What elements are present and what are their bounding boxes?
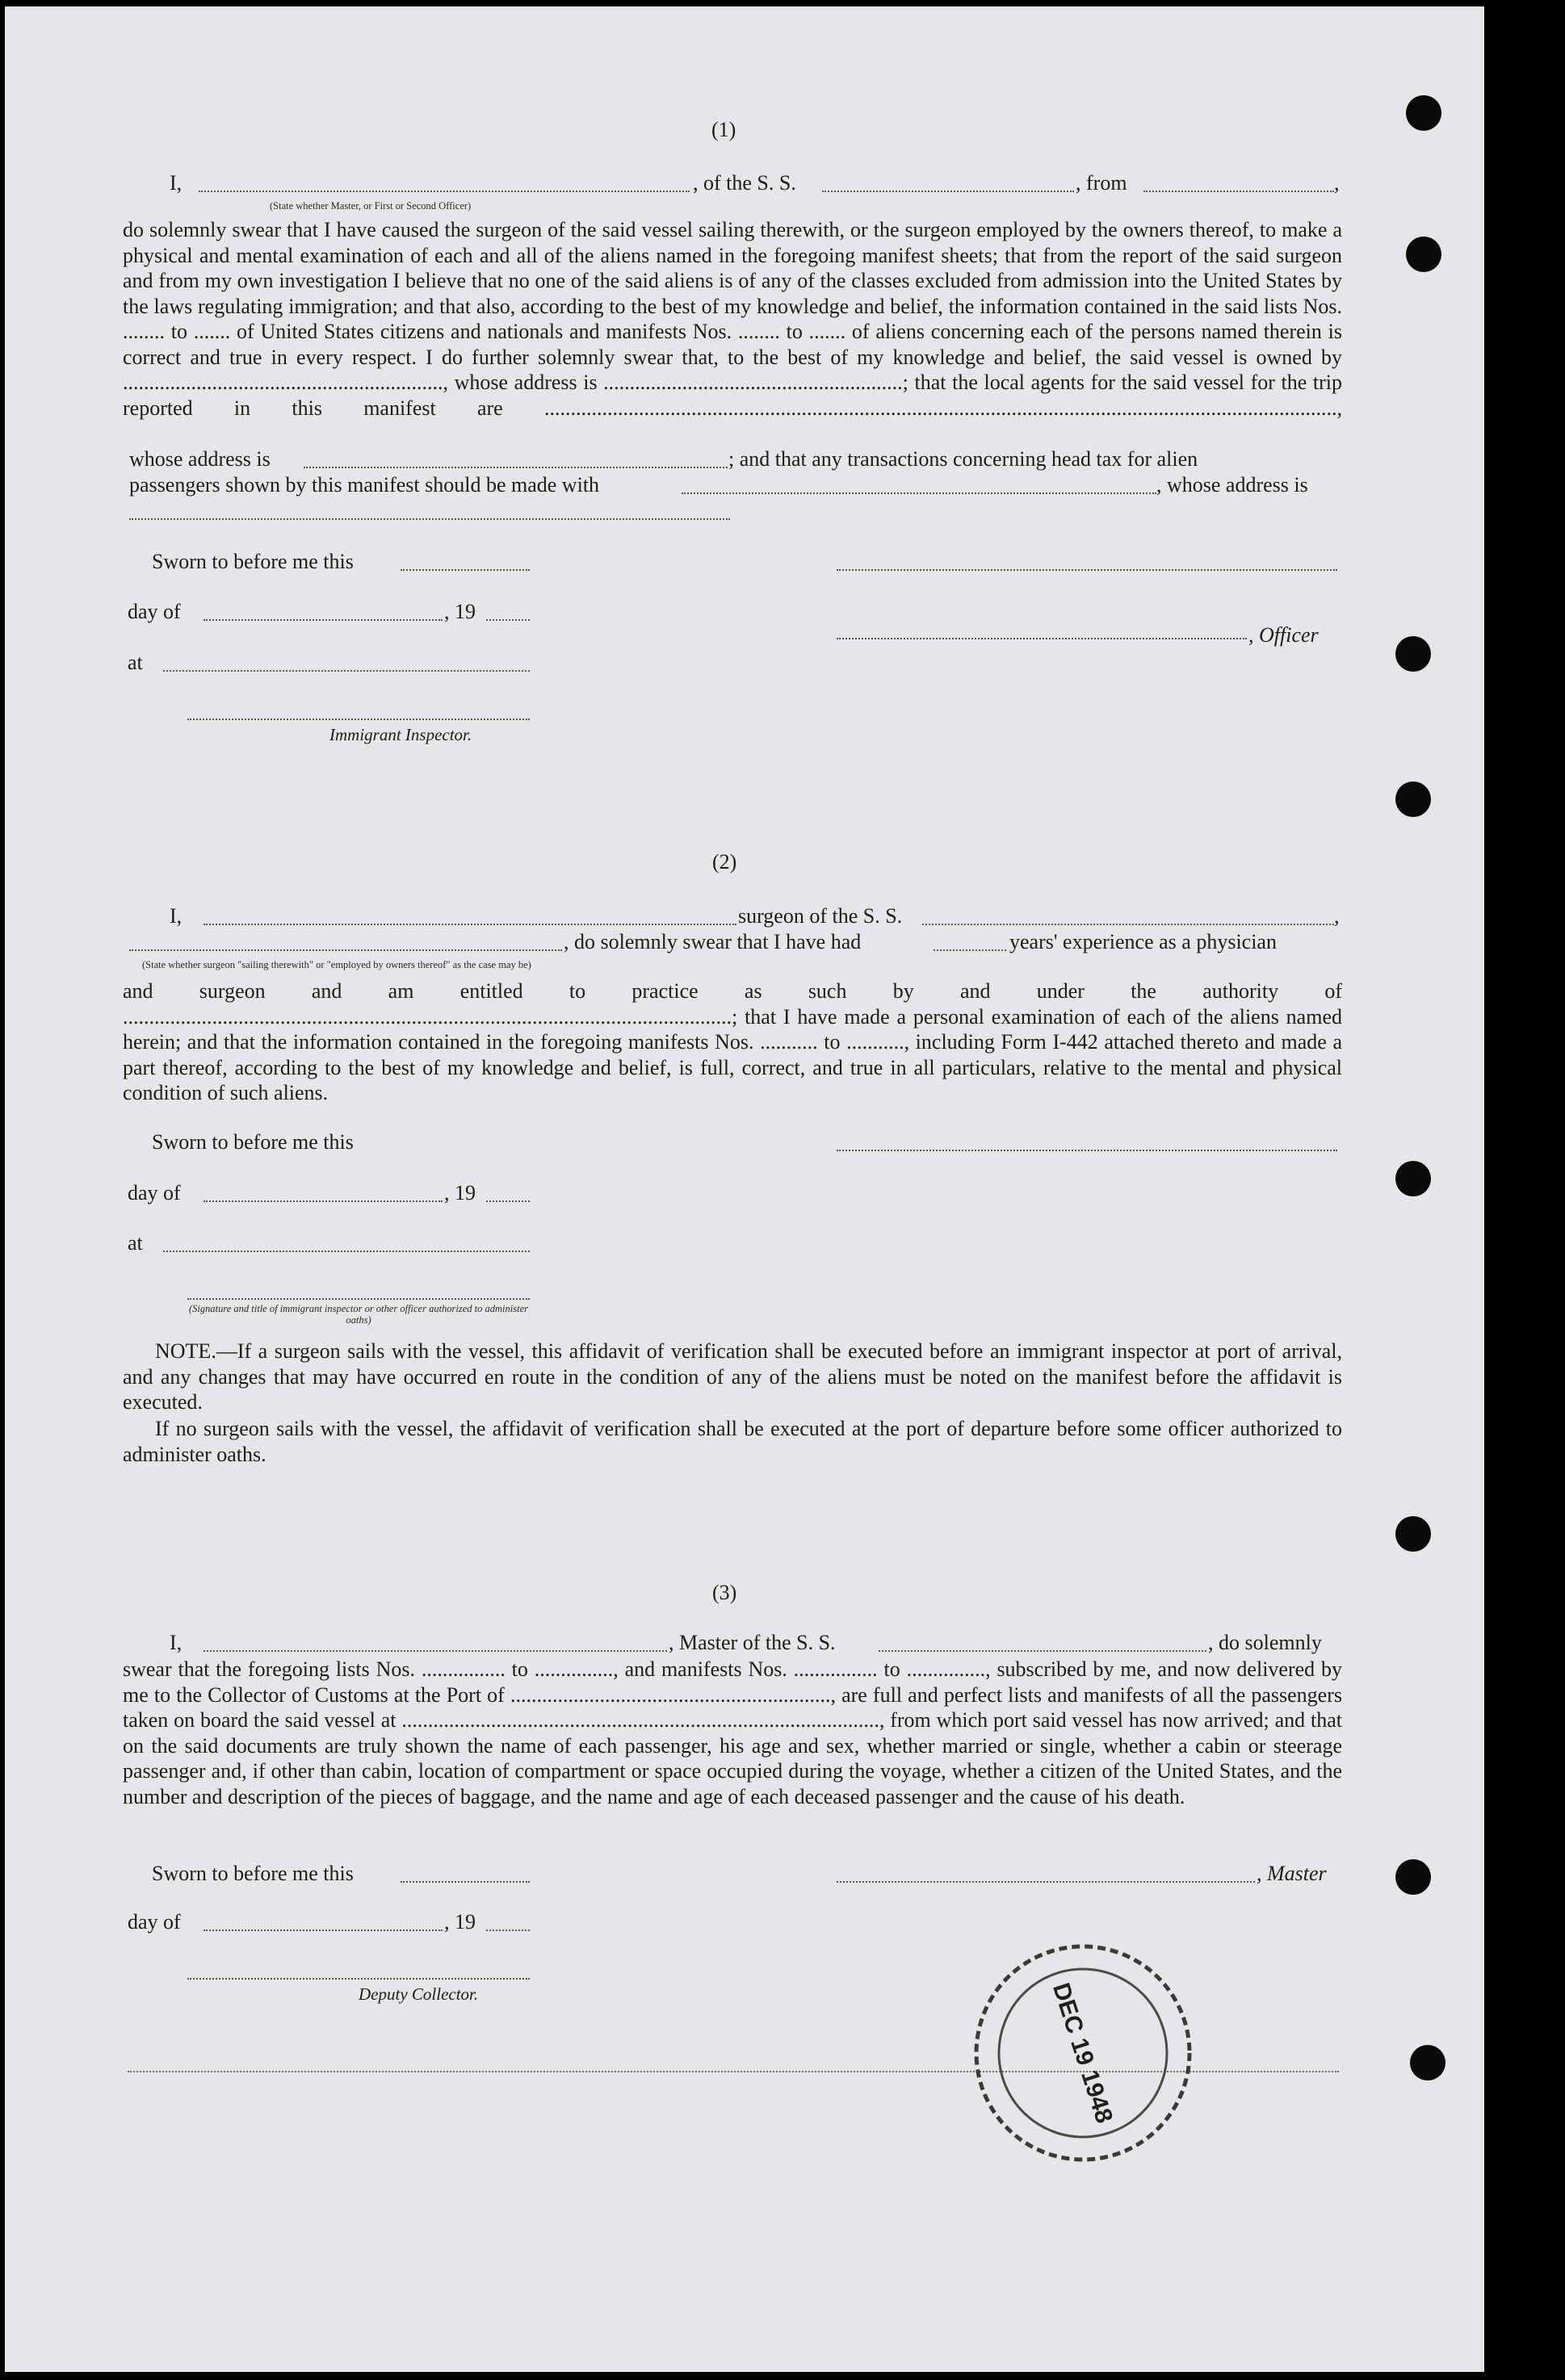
month-field[interactable]: [203, 1200, 443, 1202]
line-from: , from: [1076, 171, 1127, 195]
punch-hole: [1410, 2045, 1445, 2080]
section-number: (1): [711, 118, 736, 141]
day-of-label: day of: [128, 600, 181, 623]
punch-hole: [1406, 95, 1441, 131]
sworn-day-field[interactable]: [837, 1150, 1337, 1151]
section-number: (3): [712, 1581, 737, 1604]
punch-hole: [1395, 1161, 1431, 1196]
oath-paragraph: do solemnly swear that I have caused the surgeon of the said vessel sailing therewith, or the surgeon employed by the owners thereof, to make a physical and mental examination of each and all of the aliens named in the foregoing manifest sheets; that from the report of the said surgeon and from my own investigation I believe that no one of the said aliens is of any of the classes excluded from admission into the United States by the laws regulating immigration; and that also, according to the best of my knowledge and belief, the information contained in the said lists Nos. ........ to ....... of United States citizens and nationals and manifests Nos. ........ to ....... of aliens concerning each of the persons named therein is correct and true in every respect. I do further solemnly swear that, to the best of my knowledge and belief, the said vessel is owned by ............................................................., whose address is .........................................................; that the local agents for the said vessel for the trip reported in this manifest are .......................................................................................................................................................,: [123, 218, 1342, 420]
form-sheet: [5, 6, 1484, 2372]
note-paragraph-2: If no surgeon sails with the vessel, the affidavit of verification shall be executed at the port of departure before some officer authorized to administer oaths.: [123, 1417, 1342, 1466]
label-whose-address: whose address is: [129, 447, 271, 471]
inspector-signature-field[interactable]: [187, 719, 530, 720]
line-of-ss: , of the S. S.: [693, 171, 796, 195]
field-note: (State whether Master, or First or Second Officer): [270, 200, 472, 212]
line-end: ,: [1334, 171, 1340, 195]
at-label: at: [128, 1231, 143, 1255]
signature-label: Deputy Collector.: [359, 1984, 479, 2004]
year-label: , 19: [444, 600, 476, 623]
label-passengers: passengers shown by this manifest should be made with: [129, 473, 600, 497]
field-note: (State whether surgeon "sailing therewith" or "employed by owners thereof" as the case may be): [142, 959, 531, 970]
sworn-day-field[interactable]: [401, 1881, 530, 1883]
day-of-label: day of: [128, 1181, 181, 1205]
master-name-field[interactable]: [203, 1650, 667, 1652]
label-do-solemnly: , do solemnly: [1208, 1631, 1322, 1654]
surgeon-status-field[interactable]: [129, 949, 562, 951]
head-tax-address-field[interactable]: [129, 518, 730, 520]
sworn-day-field[interactable]: [401, 569, 530, 571]
vessel-name-field[interactable]: [822, 191, 1074, 192]
month-field[interactable]: [203, 619, 443, 621]
master-signature-field[interactable]: [837, 1881, 1255, 1883]
note-paragraph-1: NOTE.—If a surgeon sails with the vessel, this affidavit of verification shall be executed before an immigrant inspector at port of arrival, and any changes that may have occurred en route in the condition of any of the aliens must be noted on the manifest before the affidavit is executed.: [123, 1339, 1342, 1414]
punch-hole: [1406, 237, 1441, 272]
signature-label: Immigrant Inspector.: [329, 725, 472, 744]
label-master-of-ss: , Master of the S. S.: [669, 1631, 836, 1654]
label-head-tax: ; and that any transactions concerning head tax for alien: [728, 447, 1198, 471]
year-field[interactable]: [486, 1930, 530, 1931]
section-number: (2): [712, 850, 737, 874]
punch-hole: [1395, 1516, 1431, 1552]
officer-title-field[interactable]: [199, 191, 690, 192]
vessel-name-field[interactable]: [922, 924, 1334, 925]
punch-hole: [1395, 636, 1431, 672]
stamp-date: DEC 19 1948: [1047, 1980, 1118, 2126]
year-field[interactable]: [486, 1200, 530, 1202]
officer-signature-field-2[interactable]: [837, 638, 1247, 639]
from-port-field[interactable]: [1143, 191, 1334, 192]
punch-hole: [1395, 781, 1431, 817]
line-i: I,: [170, 904, 183, 928]
surgeon-name-field[interactable]: [203, 924, 736, 925]
officer-signature-field-1[interactable]: [837, 569, 1337, 571]
agent-address-field[interactable]: [304, 467, 728, 468]
year-label: , 19: [444, 1910, 476, 1934]
master-label: , Master: [1257, 1862, 1327, 1885]
date-stamp: [966, 1936, 1200, 2170]
at-field[interactable]: [163, 670, 530, 672]
year-field[interactable]: [486, 619, 530, 621]
line-end: ,: [1334, 904, 1340, 928]
sworn-label: Sworn to before me this: [152, 1130, 354, 1154]
head-tax-agent-field[interactable]: [682, 492, 1156, 494]
collector-signature-field[interactable]: [187, 1978, 530, 1980]
punch-hole: [1395, 1859, 1431, 1895]
label-whose-address-2: , whose address is: [1156, 473, 1308, 497]
sworn-label: Sworn to before me this: [152, 550, 354, 573]
master-paragraph: swear that the foregoing lists Nos. ................ to ..............., and manifests Nos. ................ to ..............., subscribed by me, and now delivered by me to the Collector of Customs at the Port of ............................................................., are full and perfect lists and manifests of all the passengers taken on board the said vessel at ..........................................................................................., from which port said vessel has now arrived; and that on the said documents are truly shown the name of each passenger, his age and sex, whether married or single, whether a cabin or steerage passenger and, if other than cabin, location of compartment or space occupied during the voyage, whether a citizen of the United States, and the number and description of the pieces of baggage, and the name and age of each deceased passenger and the cause of his death.: [123, 1657, 1342, 1808]
at-label: at: [128, 651, 143, 674]
vessel-name-field[interactable]: [879, 1650, 1206, 1652]
line-i: I,: [170, 171, 183, 195]
signature-label: (Signature and title of immigrant inspector or other officer authorized to administer oaths): [188, 1303, 528, 1326]
label-do-swear: , do solemnly swear that I have had: [564, 930, 862, 953]
officer-label: , Officer: [1248, 623, 1319, 647]
at-field[interactable]: [163, 1251, 530, 1252]
label-surgeon-of-ss: surgeon of the S. S.: [738, 904, 903, 928]
year-label: , 19: [444, 1181, 476, 1205]
sworn-label: Sworn to before me this: [152, 1862, 354, 1885]
line-i: I,: [170, 1631, 183, 1654]
day-of-label: day of: [128, 1910, 181, 1934]
month-field[interactable]: [203, 1930, 443, 1931]
years-field[interactable]: [934, 949, 1006, 951]
label-years: years' experience as a physician: [1009, 930, 1277, 953]
surgeon-paragraph: and surgeon and am entitled to practice as such by and under the authority of ....................................................................................................................; that I have made a personal examination of each of the aliens named herein; and that the information contained in the foregoing manifests Nos. ........... to ..........., including Form I-442 attached thereto and made a part thereof, according to the best of my knowledge and belief, is full, correct, and true in all particulars, relative to the mental and physical condition of such aliens.: [123, 979, 1342, 1104]
inspector-signature-field[interactable]: [187, 1298, 530, 1300]
